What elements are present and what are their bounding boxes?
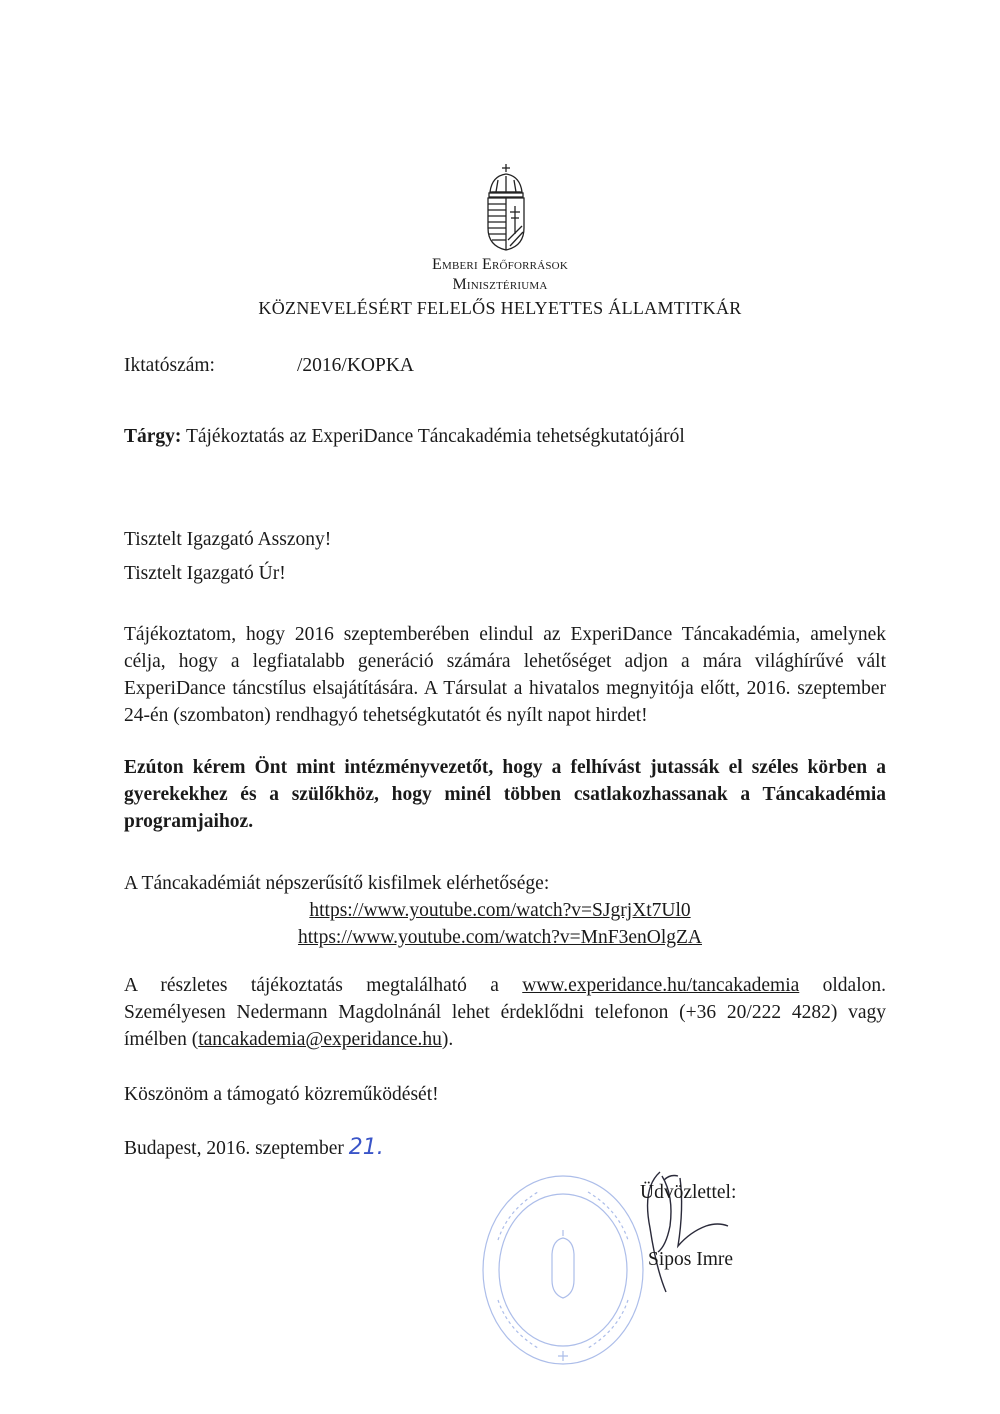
videos-intro: A Táncakadémiát népszerűsítő kisfilmek elérhetősége: — [124, 873, 550, 894]
body-paragraph-1-text: Tájékoztatom, hogy 2016 szeptemberében elindul az ExperiDance Táncakadémia, amelynek célja, hogy a legfiatalabb generáció számára lehetőséget adjon a mára világhírűvé vált ExperiDance táncstílus elsajátítására. A Társulat a hivatalos megnyitója előtt, 2016. szeptember 24-én (szombaton) rendhagyó tehetségkutatót és nyílt napot hirdet! — [124, 624, 886, 726]
contact-line — [124, 999, 886, 1053]
salutation-line1: Tisztelt Igazgató Asszony! — [124, 529, 332, 550]
reference-value: /2016/KOPKA — [297, 355, 415, 376]
contact-text: Személyesen Nedermann Magdolnánál lehet érdeklődni telefonon (+36 20/222 4282) vagy ímélben ( — [124, 1002, 886, 1050]
subject-label: Tárgy: — [124, 426, 182, 447]
thanks-line: Köszönöm a támogató közreműködését! — [124, 1084, 439, 1105]
details-suffix: oldalon. — [822, 975, 886, 996]
official-stamp-icon — [478, 1170, 648, 1370]
video-link-2[interactable]: https://www.youtube.com/watch?v=MnF3enOlgZA — [297, 927, 702, 948]
body-paragraph-1 — [124, 621, 886, 729]
coat-of-arms-icon — [484, 162, 528, 254]
subject-text: Tájékoztatás az ExperiDance Táncakadémia tehetségkutatójáról — [185, 426, 685, 447]
details-prefix: A részletes tájékoztatás megtalálható a — [124, 975, 499, 996]
contact-email-link[interactable]: tancakademia@experidance.hu — [198, 1029, 442, 1050]
contact-end: ). — [441, 1029, 454, 1050]
greeting: Üdvözlettel: — [640, 1182, 737, 1203]
ministry-name-line1: Emberi Erőforrások — [432, 256, 568, 273]
website-link[interactable]: www.experidance.hu/tancakademia — [522, 975, 800, 996]
salutation-line2: Tisztelt Igazgató Úr! — [124, 563, 286, 584]
body-paragraph-2-text: Ezúton kérem Önt mint intézményvezetőt, hogy a felhívást jutassák el széles körben a gyerekekhez és a szülőkhöz, hogy minél többen csatlakozhassanak a Táncakadémia programjaihoz. — [124, 757, 886, 832]
ministry-name-line2: Minisztériuma — [452, 276, 548, 293]
body-paragraph-2 — [124, 754, 886, 835]
date-text: Budapest, 2016. szeptember — [124, 1138, 344, 1159]
details-paragraph — [124, 972, 886, 1053]
deputy-secretary-line: KÖZNEVELÉSÉRT FELELŐS HELYETTES ÁLLAMTITKÁR — [258, 298, 742, 318]
video-links — [0, 897, 1000, 951]
date-line — [124, 1134, 384, 1162]
details-line — [124, 972, 886, 999]
signer-name: Sipos Imre — [648, 1249, 734, 1270]
handwritten-date: 21. — [348, 1135, 384, 1160]
video-link-1[interactable]: https://www.youtube.com/watch?v=SJgrjXt7Ul0 — [309, 900, 691, 921]
reference-label: Iktatószám: — [124, 355, 215, 376]
subject-line — [124, 423, 685, 450]
